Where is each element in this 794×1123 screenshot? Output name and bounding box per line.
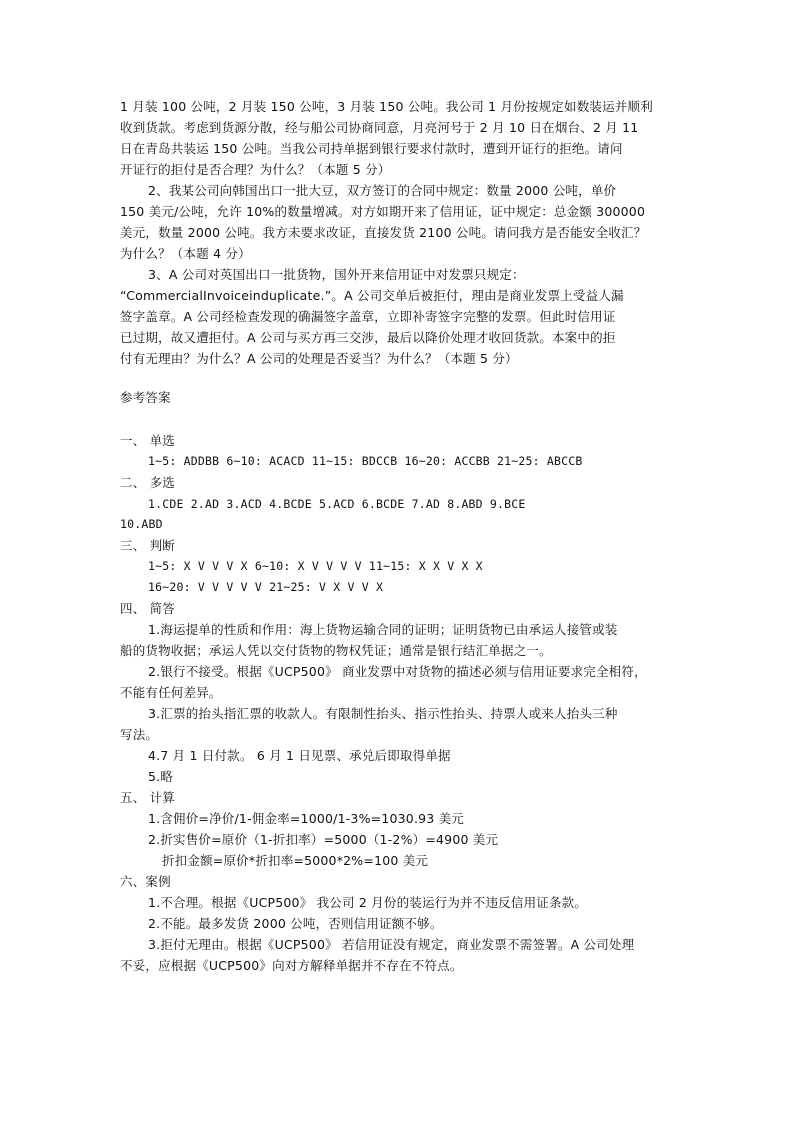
short-answer-line: 4.7 月 1 日付款。 6 月 1 日见票、承兑后即取得单据 <box>148 748 451 763</box>
question2-line: 150 美元/公吨，允许 10%的数量增减。对方如期开来了信用证，证中规定：总金额 300000 <box>120 204 646 219</box>
calculation-line: 折扣金额=原价*折扣率=5000*2%=100 美元 <box>162 853 429 868</box>
case-study-line: 1.不合理。根据《UCP500》 我公司 2 月份的装运行为并不违反信用证条款。 <box>148 895 588 910</box>
question3-line: 签字盖章。A 公司经检查发现的确漏签字盖章，立即补寄签字完整的发票。但此时信用证 <box>120 309 616 324</box>
short-answer-line: 2.银行不接受。根据《UCP500》 商业发票中对货物的描述必须与信用证要求完全相符， <box>148 664 647 679</box>
section-title-single-choice: 一、 单选 <box>120 433 175 448</box>
calculation-line: 2.折实售价=原价（1-折扣率）=5000（1-2%）=4900 美元 <box>148 832 499 847</box>
short-answer-line: 船的货物收据；承运人凭以交付货物的物权凭证；通常是银行结汇单据之一。 <box>120 643 552 658</box>
section-title-multiple-choice: 二、 多选 <box>120 475 175 490</box>
question1-line: 开证行的拒付是否合理？为什么？（本题 5 分） <box>120 162 391 177</box>
question3-line: 3、A 公司对英国出口一批货物，国外开来信用证中对发票只规定： <box>148 267 525 282</box>
section-title-true-false: 三、 判断 <box>120 538 175 553</box>
single-choice-answers: 1~5: ADDBB 6~10: ACACD 11~15: BDCCB 16~20: ACCBB 21~25: ABCCB <box>148 454 583 468</box>
question3-line: “CommercialInvoiceinduplicate.”。A 公司交单后被拒付，理由是商业发票上受益人漏 <box>120 288 624 303</box>
case-study-line: 3.拒付无理由。根据《UCP500》 若信用证没有规定，商业发票不需签署。A 公司处理 <box>148 937 635 952</box>
question3-line: 付有无理由？为什么？A 公司的处理是否妥当？为什么？（本题 5 分） <box>120 351 518 366</box>
section-title-calculation: 五、 计算 <box>120 790 175 805</box>
section-title-case-study: 六、案例 <box>120 874 171 889</box>
short-answer-line: 3.汇票的抬头指汇票的收款人。有限制性抬头、指示性抬头、持票人或来人抬头三种 <box>148 706 618 721</box>
question3-line: 已过期，故又遭拒付。A 公司与买方再三交涉，最后以降价处理才收回货款。本案中的拒 <box>120 330 616 345</box>
calculation-line: 1.含佣价=净价/1-佣金率=1000/1-3%=1030.93 美元 <box>148 811 465 826</box>
question1-line: 1 月装 100 公吨，2 月装 150 公吨，3 月装 150 公吨。我公司 1 月份按规定如数装运并顺利 <box>120 99 653 114</box>
question2-line: 美元，数量 2000 公吨。我方未要求改证，直接发货 2100 公吨。请问我方是否能安全收汇？ <box>120 225 647 240</box>
question2-line: 2、我某公司向韩国出口一批大豆，双方签订的合同中规定：数量 2000 公吨，单价 <box>148 183 617 198</box>
multiple-choice-answers: 10.ABD <box>120 517 163 531</box>
short-answer-line: 5.略 <box>148 769 174 784</box>
true-false-answers: 16~20: V V V V V 21~25: V X V V X <box>148 580 384 594</box>
short-answer-line: 1.海运提单的性质和作用：海上货物运输合同的证明；证明货物已由承运人接管或装 <box>148 622 618 637</box>
multiple-choice-answers: 1.CDE 2.AD 3.ACD 4.BCDE 5.ACD 6.BCDE 7.AD 8.ABD 9.BCE <box>148 497 526 511</box>
answers-heading: 参考答案 <box>120 390 171 405</box>
question2-line: 为什么？（本题 4 分） <box>120 246 251 261</box>
true-false-answers: 1~5: X V V V X 6~10: X V V V V 11~15: X X V X X <box>148 559 483 573</box>
short-answer-line: 不能有任何差异。 <box>120 685 222 700</box>
section-title-short-answer: 四、 简答 <box>120 601 175 616</box>
question1-line: 收到货款。考虑到货源分散，经与船公司协商同意，月亮河号于 2 月 10 日在烟台、2 月 11 <box>120 120 639 135</box>
case-study-line: 不妥，应根据《UCP500》向对方解释单据并不存在不符点。 <box>120 958 463 973</box>
case-study-line: 2.不能。最多发货 2000 公吨，否则信用证额不够。 <box>148 916 443 931</box>
short-answer-line: 写法。 <box>120 727 159 742</box>
question1-line: 日在青岛共装运 150 公吨。当我公司持单据到银行要求付款时，遭到开证行的拒绝。请问 <box>120 141 623 156</box>
